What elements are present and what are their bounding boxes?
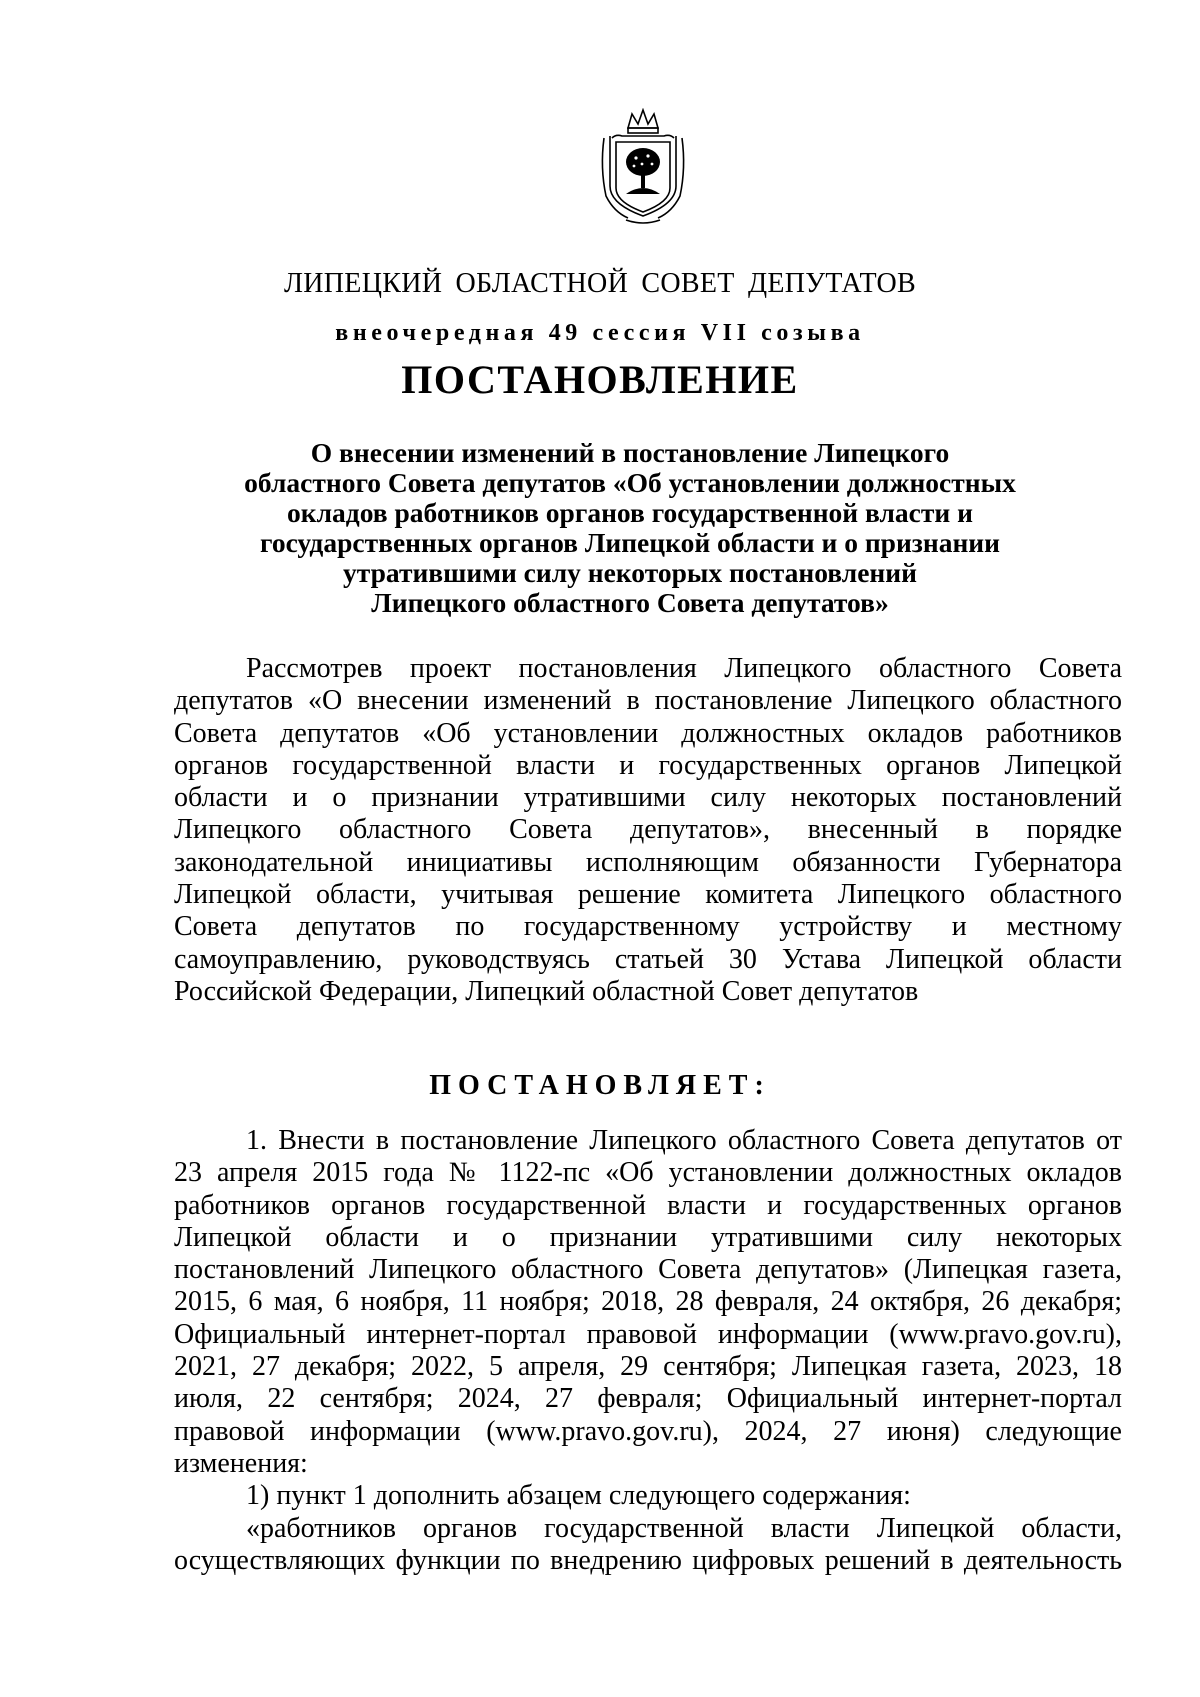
item-1-line: изменения: bbox=[174, 1447, 308, 1479]
coat-of-arms-icon bbox=[598, 108, 688, 226]
preamble-line: Рассмотрев проект постановления Липецкого областного Совета bbox=[246, 653, 1122, 684]
item-1-line: работников органов государственной власти и государственных органов bbox=[174, 1189, 1122, 1221]
item-1-line: Официальный интернет-портал правовой информации (www.pravo.gov.ru), bbox=[174, 1318, 1122, 1350]
item-1-paragraph bbox=[174, 1125, 1122, 1577]
preamble-paragraph bbox=[174, 653, 1122, 1008]
session-line: внеочередная 49 сессия VII созыва bbox=[335, 320, 865, 346]
title-line: государственных органов Липецкой области и о признании bbox=[260, 527, 1000, 558]
item-1-line: 23 апреля 2015 года № 1122-пс «Об установлении должностных окладов bbox=[174, 1157, 1122, 1189]
item-1-line: 1. Внести в постановление Липецкого областного Совета депутатов от bbox=[246, 1125, 1122, 1156]
quote-line: осуществляющих функции по внедрению цифровых решений в деятельность bbox=[174, 1544, 1122, 1576]
preamble-line: самоуправлению, руководствуясь статьей 30 Устава Липецкой области bbox=[174, 943, 1122, 975]
quote-line: «работников органов государственной власти Липецкой области, bbox=[246, 1512, 1122, 1544]
item-1-line: 2015, 6 мая, 6 ноября, 11 ноября; 2018, 28 февраля, 24 октября, 26 декабря; bbox=[174, 1286, 1122, 1318]
preamble-line: Липецкой области, учитывая решение комитета Липецкого областного bbox=[174, 879, 1122, 911]
preamble-line: области и о признании утратившими силу некоторых постановлений bbox=[174, 782, 1122, 814]
resolves-heading: ПОСТАНОВЛЯЕТ: bbox=[429, 1070, 771, 1101]
council-name: ЛИПЕЦКИЙ ОБЛАСТНОЙ СОВЕТ ДЕПУТАТОВ bbox=[283, 268, 917, 299]
preamble-line: Липецкого областного Совета депутатов», внесенный в порядке bbox=[174, 814, 1122, 846]
preamble-line: Совета депутатов по государственному устройству и местному bbox=[174, 911, 1122, 943]
preamble-line: Российской Федерации, Липецкий областной Совет депутатов bbox=[174, 975, 919, 1007]
preamble-line: Совета депутатов «Об установлении должностных окладов работников bbox=[174, 717, 1122, 749]
preamble-line: законодательной инициативы исполняющим обязанности Губернатора bbox=[174, 846, 1122, 878]
document-type: ПОСТАНОВЛЕНИЕ bbox=[401, 357, 799, 402]
title-line: утратившими силу некоторых постановлений bbox=[343, 557, 917, 588]
subitem-1-line: 1) пункт 1 дополнить абзацем следующего содержания: bbox=[246, 1480, 911, 1512]
document-title bbox=[200, 438, 1060, 618]
title-line: Липецкого областного Совета депутатов» bbox=[371, 587, 889, 618]
preamble-line: органов государственной власти и государственных органов Липецкой bbox=[174, 749, 1122, 781]
item-1-line: правовой информации (www.pravo.gov.ru), 2024, 27 июня) следующие bbox=[174, 1415, 1122, 1447]
item-1-line: июля, 22 сентября; 2024, 27 февраля; Официальный интернет-портал bbox=[174, 1383, 1122, 1415]
item-1-line: 2021, 27 декабря; 2022, 5 апреля, 29 сентября; Липецкая газета, 2023, 18 bbox=[174, 1351, 1122, 1383]
title-line: областного Совета депутатов «Об установлении должностных bbox=[244, 467, 1016, 498]
title-line: окладов работников органов государственной власти и bbox=[287, 497, 973, 528]
title-line: О внесении изменений в постановление Липецкого bbox=[310, 437, 950, 468]
preamble-line: депутатов «О внесении изменений в постановление Липецкого областного bbox=[174, 685, 1122, 717]
item-1-line: Липецкой области и о признании утратившими силу некоторых bbox=[174, 1221, 1122, 1253]
item-1-line: постановлений Липецкого областного Совета депутатов» (Липецкая газета, bbox=[174, 1254, 1122, 1286]
